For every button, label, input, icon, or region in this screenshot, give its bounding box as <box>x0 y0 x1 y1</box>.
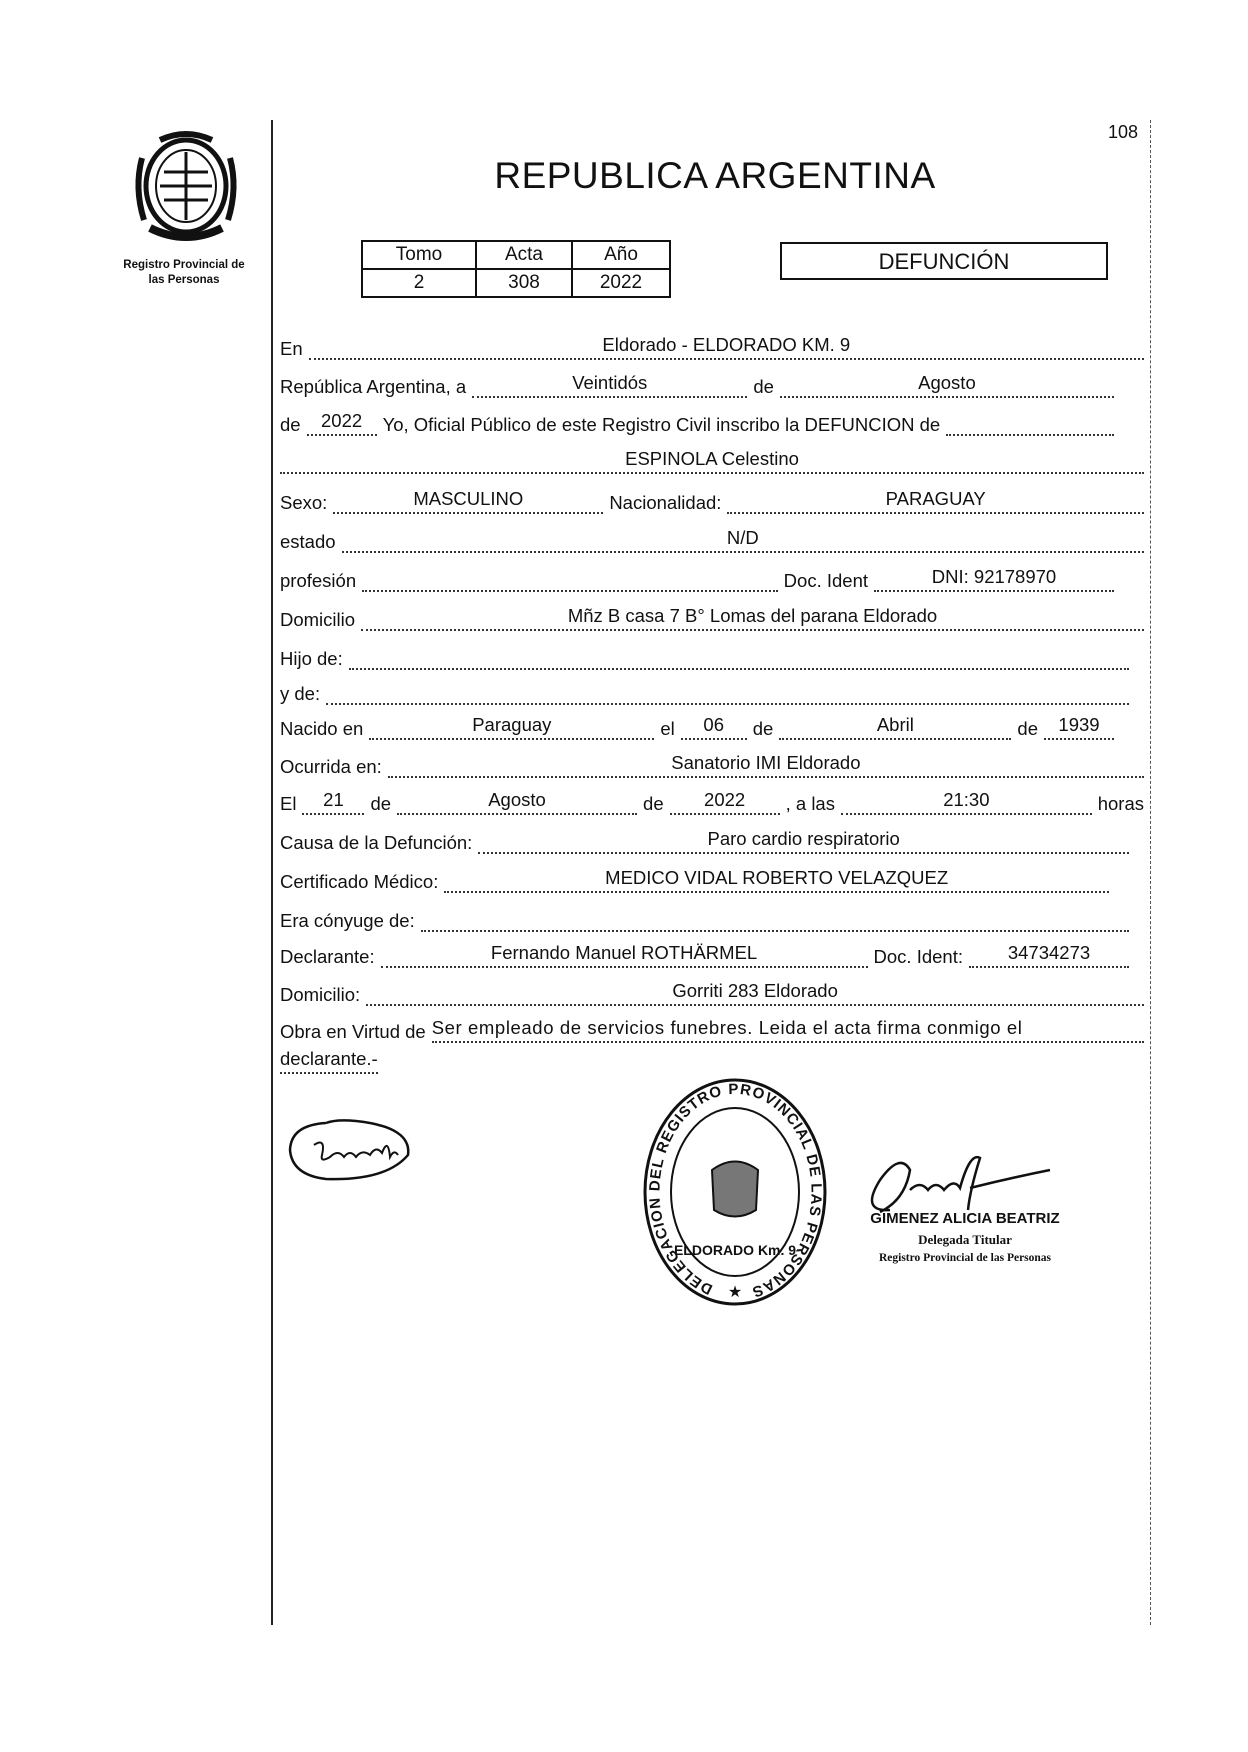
label-de: de <box>752 718 774 739</box>
row-sexo <box>280 486 1150 514</box>
issuer-name <box>104 258 264 288</box>
field-obra: Ser empleado de servicios funebres. Leida el acta firma conmigo el <box>432 1017 1144 1043</box>
label-estado: estado <box>280 531 336 552</box>
row-fecha-defuncion <box>280 787 1150 815</box>
label-el: El <box>280 793 297 814</box>
field-birth-month: Abril <box>779 714 1011 740</box>
header-ano: Año <box>572 241 670 269</box>
field-profesion <box>362 566 778 592</box>
misiones-coat-of-arms-logo <box>130 128 242 248</box>
label-conyuge: Era cónyuge de: <box>280 910 415 931</box>
field-obra-cont: declarante.- <box>280 1048 378 1074</box>
row-hijo <box>280 642 1135 670</box>
page-number: 108 <box>1108 122 1139 142</box>
label-de: de <box>643 793 664 814</box>
field-nacido-en: Paraguay <box>369 714 654 740</box>
field-estado: N/D <box>342 527 1144 553</box>
field-death-time: 21:30 <box>841 789 1092 815</box>
label-obra: Obra en Virtud de <box>280 1021 426 1042</box>
value-ano: 2022 <box>572 269 670 297</box>
row-declarante <box>280 940 1135 968</box>
label-de: de <box>280 414 301 435</box>
row-conyuge <box>280 904 1135 932</box>
label-de: de <box>753 376 774 397</box>
row-decl-domicilio <box>280 978 1150 1006</box>
value-tomo: 2 <box>362 269 476 297</box>
field-ocurrida: Sanatorio IMI Eldorado <box>388 752 1144 778</box>
label-decl-doc: Doc. Ident: <box>873 946 963 967</box>
label-ocurrida: Ocurrida en: <box>280 756 382 777</box>
label-causa: Causa de la Defunción: <box>280 832 473 853</box>
row-lugar <box>280 332 1150 360</box>
row-inscripcion <box>280 408 1120 436</box>
record-table <box>361 240 671 298</box>
label-a-las: , a las <box>785 793 835 814</box>
inscribo-text: Yo, Oficial Público de este Registro Civil inscribo la DEFUNCION de <box>382 414 941 435</box>
left-margin-line <box>271 120 273 1625</box>
official-org: Registro Provincial de las Personas <box>878 1252 1052 1264</box>
record-type-box: DEFUNCIÓN <box>780 242 1108 280</box>
field-certificado: MEDICO VIDAL ROBERTO VELAZQUEZ <box>444 867 1109 893</box>
field-birth-year: 1939 <box>1044 714 1114 740</box>
field-decl-domicilio: Gorriti 283 Eldorado <box>366 980 1144 1006</box>
value-acta: 308 <box>476 269 572 297</box>
header-tomo: Tomo <box>362 241 476 269</box>
field-decl-doc: 34734273 <box>969 942 1129 968</box>
official-stamp <box>640 1075 830 1310</box>
label-el: el <box>660 718 675 739</box>
field-domicilio: Mñz B casa 7 B° Lomas del parana Eldorado <box>361 605 1144 631</box>
field-death-month: Agosto <box>397 789 637 815</box>
page-title: REPUBLICA ARGENTINA <box>494 155 936 196</box>
field-sexo: MASCULINO <box>333 488 603 514</box>
label-certificado: Certificado Médico: <box>280 871 439 892</box>
issuer-line-2: las Personas <box>148 274 220 286</box>
label-y-de: y de: <box>280 683 321 704</box>
official-role: Delegada Titular <box>918 1232 1012 1247</box>
label-horas: horas <box>1097 793 1144 814</box>
label-sexo: Sexo: <box>280 492 328 513</box>
field-death-year: 2022 <box>670 789 780 815</box>
label-doc-ident: Doc. Ident <box>783 570 868 591</box>
field-deceased-name: ESPINOLA Celestino <box>280 448 1144 474</box>
label-profesion: profesión <box>280 570 357 591</box>
row-domicilio <box>280 603 1150 631</box>
row-certificado <box>280 865 1115 893</box>
row-causa <box>280 826 1135 854</box>
field-ano: 2022 <box>307 410 377 436</box>
field-death-day: 21 <box>302 789 364 815</box>
record-table-header <box>362 241 670 269</box>
issuer-line-1: Registro Provincial de <box>123 259 245 271</box>
official-name: GIMENEZ ALICIA BEATRIZ <box>870 1210 1060 1227</box>
label-nacido-en: Nacido en <box>280 718 364 739</box>
field-blank <box>946 410 1114 436</box>
header-acta: Acta <box>476 241 572 269</box>
label-en: En <box>280 338 303 359</box>
label-domicilio: Domicilio <box>280 609 356 630</box>
field-y-de <box>326 679 1129 705</box>
label-hijo: Hijo de: <box>280 648 343 669</box>
official-signature-block <box>840 1150 1090 1285</box>
field-dia: Veintidós <box>472 372 747 398</box>
field-declarante: Fernando Manuel ROTHÄRMEL <box>381 942 868 968</box>
right-margin-line <box>1150 120 1151 1625</box>
row-estado <box>280 525 1150 553</box>
label-nacionalidad: Nacionalidad: <box>609 492 722 513</box>
label-republica: República Argentina, a <box>280 376 467 397</box>
declarant-signature <box>286 1115 416 1185</box>
field-causa: Paro cardio respiratorio <box>478 828 1129 854</box>
star-icon: ★ <box>727 1284 743 1301</box>
label-de: de <box>370 793 392 814</box>
row-nacimiento <box>280 712 1120 740</box>
row-obra <box>280 1015 1150 1043</box>
row-nombre <box>280 446 1150 474</box>
stamp-outer-text: DELEGACION DEL REGISTRO PROVINCIAL DE LAS PERSONAS <box>646 1080 825 1301</box>
field-conyuge <box>421 906 1129 932</box>
field-mes: Agosto <box>780 372 1114 398</box>
label-de: de <box>1017 718 1038 739</box>
row-profesion <box>280 564 1120 592</box>
row-ocurrida <box>280 750 1150 778</box>
field-birth-day: 06 <box>681 714 747 740</box>
field-nacionalidad: PARAGUAY <box>727 488 1144 514</box>
record-table-values <box>362 269 670 297</box>
field-lugar: Eldorado - ELDORADO KM. 9 <box>309 334 1144 360</box>
row-obra-cont <box>280 1046 1150 1074</box>
field-doc-ident: DNI: 92178970 <box>874 566 1114 592</box>
label-declarante: Declarante: <box>280 946 375 967</box>
field-hijo <box>349 644 1129 670</box>
stamp-inner-text: ELDORADO Km. 9 <box>673 1242 797 1258</box>
label-decl-domicilio: Domicilio: <box>280 984 361 1005</box>
row-fecha <box>280 370 1120 398</box>
row-y-de <box>280 677 1135 705</box>
